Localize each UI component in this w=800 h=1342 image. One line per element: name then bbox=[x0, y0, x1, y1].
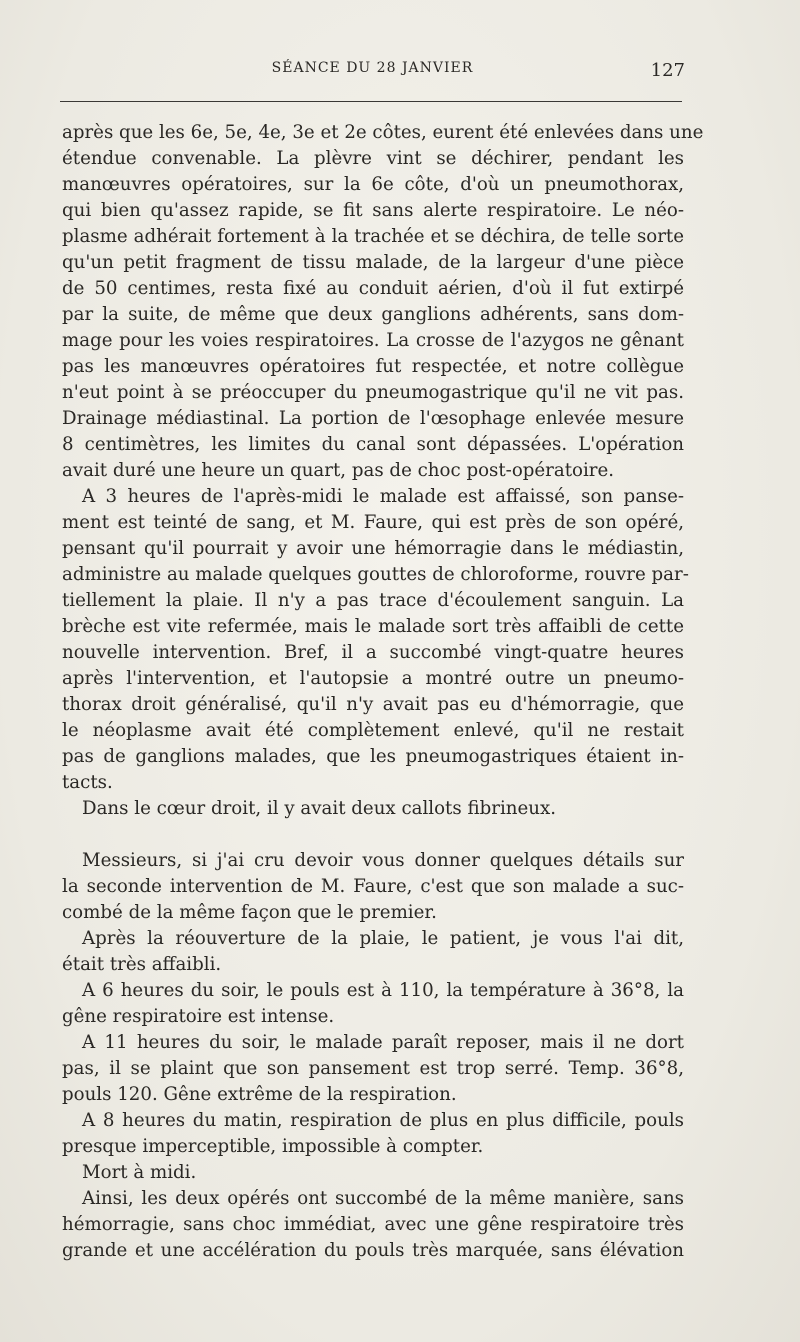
text-line: plasme adhérait fortement à la trachée et se déchira, de telle sorte bbox=[62, 226, 684, 247]
text-line: grande et une accélération du pouls très marquée, sans élévation bbox=[62, 1240, 684, 1261]
text-line: A 6 heures du soir, le pouls est à 110, la température à 36°8, la bbox=[82, 980, 684, 1001]
text-line: la seconde intervention de M. Faure, c'est que son malade a suc- bbox=[62, 876, 684, 897]
text-line: combé de la même façon que le premier. bbox=[62, 902, 437, 923]
text-line: tiellement la plaie. Il n'y a pas trace d'écoulement sanguin. La bbox=[62, 590, 684, 611]
text-line: n'eut point à se préoccuper du pneumogastrique qu'il ne vit pas. bbox=[62, 382, 684, 403]
text-line: Mort à midi. bbox=[82, 1162, 197, 1183]
text-line: Drainage médiastinal. La portion de l'œsophage enlevée mesure bbox=[62, 408, 684, 429]
text-line: de 50 centimes, resta fixé au conduit aérien, d'où il fut extirpé bbox=[62, 278, 684, 299]
text-line: qui bien qu'assez rapide, se fit sans alerte respiratoire. Le néo- bbox=[62, 200, 684, 221]
text-line: pas, il se plaint que son pansement est trop serré. Temp. 36°8, bbox=[62, 1058, 684, 1079]
text-line: manœuvres opératoires, sur la 6e côte, d'où un pneumothorax, bbox=[62, 174, 684, 195]
text-line: étendue convenable. La plèvre vint se déchirer, pendant les bbox=[62, 148, 684, 169]
text-line: après l'intervention, et l'autopsie a montré outre un pneumo- bbox=[62, 668, 684, 689]
text-line: le néoplasme avait été complètement enlevé, qu'il ne restait bbox=[62, 720, 684, 741]
body-text bbox=[62, 120, 704, 1264]
text-line: après que les 6e, 5e, 4e, 3e et 2e côtes, eurent été enlevées dans une bbox=[62, 122, 704, 143]
paragraph-gap bbox=[62, 822, 684, 848]
text-line: était très affaibli. bbox=[62, 954, 222, 975]
text-line: A 8 heures du matin, respiration de plus en plus difficile, pouls bbox=[82, 1110, 684, 1131]
text-line: gêne respiratoire est intense. bbox=[62, 1006, 335, 1027]
text-line: mage pour les voies respiratoires. La crosse de l'azygos ne gênant bbox=[62, 330, 684, 351]
text-line: pas les manœuvres opératoires fut respectée, et notre collègue bbox=[62, 356, 684, 377]
text-line: pensant qu'il pourrait y avoir une hémorragie dans le médiastin, bbox=[62, 538, 684, 559]
page-header bbox=[60, 60, 685, 88]
text-line: presque imperceptible, impossible à compter. bbox=[62, 1136, 484, 1157]
text-line: thorax droit généralisé, qu'il n'y avait pas eu d'hémorragie, que bbox=[62, 694, 684, 715]
text-line: tacts. bbox=[62, 772, 113, 793]
text-line: administre au malade quelques gouttes de chloroforme, rouvre par- bbox=[62, 564, 689, 585]
text-line: A 3 heures de l'après-midi le malade est affaissé, son panse- bbox=[82, 486, 684, 507]
page-number: 127 bbox=[650, 60, 685, 81]
text-line: ment est teinté de sang, et M. Faure, qui est près de son opéré, bbox=[62, 512, 684, 533]
text-line: Ainsi, les deux opérés ont succombé de la même manière, sans bbox=[82, 1188, 684, 1209]
text-line: Messieurs, si j'ai cru devoir vous donner quelques détails sur bbox=[82, 850, 684, 871]
text-line: brèche est vite refermée, mais le malade sort très affaibli de cette bbox=[62, 616, 684, 637]
text-line: hémorragie, sans choc immédiat, avec une gêne respiratoire très bbox=[62, 1214, 684, 1235]
text-line: 8 centimètres, les limites du canal sont dépassées. L'opération bbox=[62, 434, 684, 455]
text-line: par la suite, de même que deux ganglions adhérents, sans dom- bbox=[62, 304, 684, 325]
text-line: qu'un petit fragment de tissu malade, de la largeur d'une pièce bbox=[62, 252, 684, 273]
header-rule bbox=[60, 101, 682, 102]
running-head: SÉANCE DU 28 JANVIER bbox=[271, 60, 474, 76]
text-line: pas de ganglions malades, que les pneumogastriques étaient in- bbox=[62, 746, 684, 767]
text-line: avait duré une heure un quart, pas de choc post-opératoire. bbox=[62, 460, 615, 481]
text-line: Dans le cœur droit, il y avait deux callots fibrineux. bbox=[82, 798, 556, 819]
text-line: pouls 120. Gêne extrême de la respiration. bbox=[62, 1084, 457, 1105]
text-line: nouvelle intervention. Bref, il a succombé vingt-quatre heures bbox=[62, 642, 684, 663]
text-line: A 11 heures du soir, le malade paraît reposer, mais il ne dort bbox=[82, 1032, 684, 1053]
text-line: Après la réouverture de la plaie, le patient, je vous l'ai dit, bbox=[82, 928, 684, 949]
